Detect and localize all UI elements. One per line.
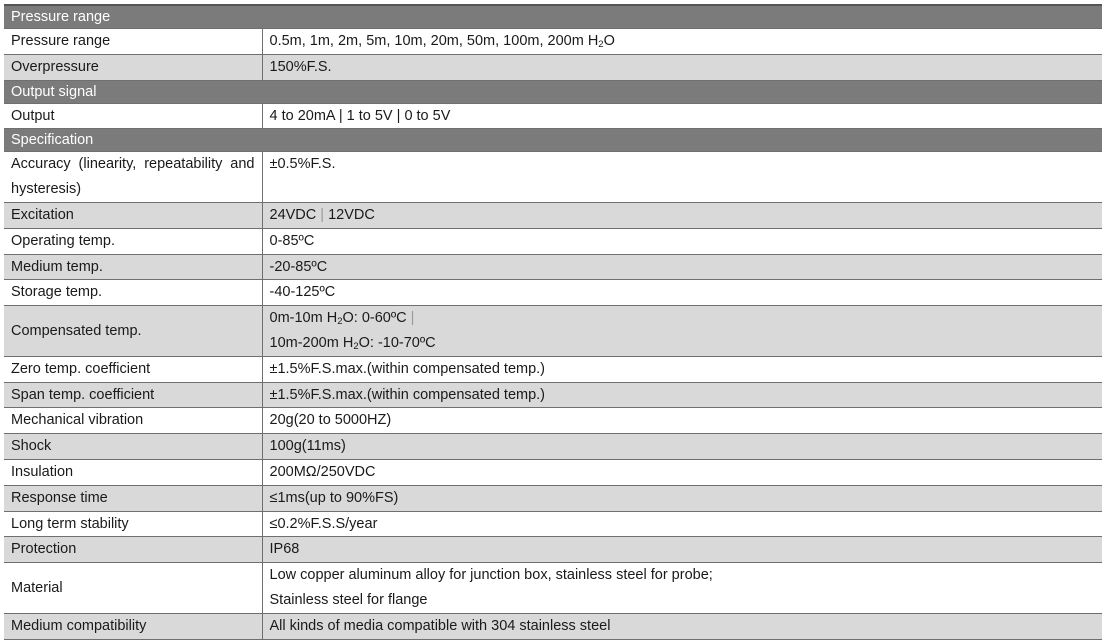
row-value: Low copper aluminum alloy for junction box, stainless steel for probe; Stainless steel for flange bbox=[262, 563, 1102, 614]
row-value: 24VDC | 12VDC bbox=[262, 202, 1102, 228]
row-protection bbox=[4, 537, 1102, 563]
row-shock bbox=[4, 434, 1102, 460]
row-value: 4 to 20mA | 1 to 5V | 0 to 5V bbox=[262, 103, 1102, 129]
row-span-temp-coefficient bbox=[4, 382, 1102, 408]
row-label: Output bbox=[4, 103, 262, 129]
row-response-time bbox=[4, 485, 1102, 511]
row-compensated-temp bbox=[4, 306, 1102, 357]
row-value: 0m-10m $H_2O$: 0-60ºC | 10m-200m $H_2O$: -10-70ºC bbox=[262, 306, 1102, 357]
row-overpressure bbox=[4, 54, 1102, 80]
row-label: Medium temp. bbox=[4, 254, 262, 280]
row-value: All kinds of media compatible with 304 stainless steel bbox=[262, 613, 1102, 639]
row-pressure-range bbox=[4, 29, 1102, 55]
row-value: ±1.5%F.S.max.(within compensated temp.) bbox=[262, 382, 1102, 408]
row-label: Compensated temp. bbox=[4, 306, 262, 357]
row-label: Protection bbox=[4, 537, 262, 563]
row-zero-temp-coefficient bbox=[4, 356, 1102, 382]
row-label: Span temp. coefficient bbox=[4, 382, 262, 408]
row-value: 200MΩ/250VDC bbox=[262, 459, 1102, 485]
row-label: Mechanical vibration bbox=[4, 408, 262, 434]
row-material bbox=[4, 563, 1102, 614]
row-value: 150%F.S. bbox=[262, 54, 1102, 80]
specification-table bbox=[4, 4, 1102, 640]
row-label: Zero temp. coefficient bbox=[4, 356, 262, 382]
row-label: Overpressure bbox=[4, 54, 262, 80]
section-output-signal bbox=[4, 80, 1102, 103]
row-label: Medium compatibility bbox=[4, 613, 262, 639]
row-value: ≤1ms(up to 90%FS) bbox=[262, 485, 1102, 511]
row-value: 0-85ºC bbox=[262, 228, 1102, 254]
spec-table-container bbox=[4, 4, 1102, 640]
row-label: Insulation bbox=[4, 459, 262, 485]
row-value: ≤0.2%F.S.S/year bbox=[262, 511, 1102, 537]
row-label: Response time bbox=[4, 485, 262, 511]
row-label: Material bbox=[4, 563, 262, 614]
row-value: IP68 bbox=[262, 537, 1102, 563]
row-value: -20-85ºC bbox=[262, 254, 1102, 280]
row-value: 0.5m, 1m, 2m, 5m, 10m, 20m, 50m, 100m, 200m $H_2O$ bbox=[262, 29, 1102, 55]
row-value: -40-125ºC bbox=[262, 280, 1102, 306]
section-title: Output signal bbox=[4, 80, 1102, 103]
section-pressure-range bbox=[4, 5, 1102, 29]
row-value: 20g(20 to 5000HZ) bbox=[262, 408, 1102, 434]
row-label: Excitation bbox=[4, 202, 262, 228]
row-medium-temp bbox=[4, 254, 1102, 280]
row-value: 100g(11ms) bbox=[262, 434, 1102, 460]
row-label: Long term stability bbox=[4, 511, 262, 537]
row-value: ±0.5%F.S. bbox=[262, 152, 1102, 203]
row-label: Shock bbox=[4, 434, 262, 460]
row-label: Accuracy (linearity, repeatability and hysteresis) bbox=[4, 152, 262, 203]
row-label: Pressure range bbox=[4, 29, 262, 55]
row-storage-temp bbox=[4, 280, 1102, 306]
row-output bbox=[4, 103, 1102, 129]
row-label: Operating temp. bbox=[4, 228, 262, 254]
row-long-term-stability bbox=[4, 511, 1102, 537]
section-specification bbox=[4, 129, 1102, 152]
row-medium-compatibility bbox=[4, 613, 1102, 639]
section-title: Specification bbox=[4, 129, 1102, 152]
row-insulation bbox=[4, 459, 1102, 485]
row-value: ±1.5%F.S.max.(within compensated temp.) bbox=[262, 356, 1102, 382]
section-title: Pressure range bbox=[4, 5, 1102, 29]
row-mechanical-vibration bbox=[4, 408, 1102, 434]
row-label: Storage temp. bbox=[4, 280, 262, 306]
row-accuracy bbox=[4, 152, 1102, 203]
row-operating-temp bbox=[4, 228, 1102, 254]
row-excitation bbox=[4, 202, 1102, 228]
